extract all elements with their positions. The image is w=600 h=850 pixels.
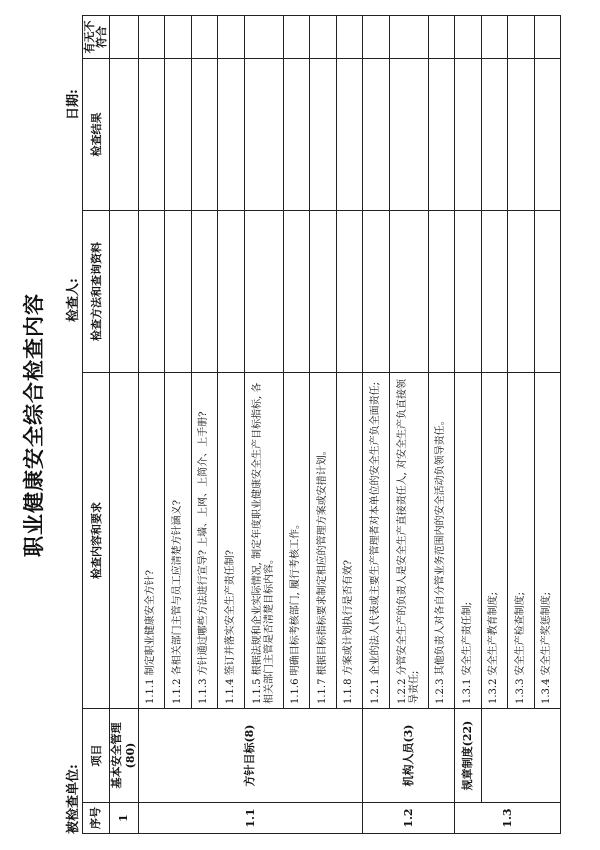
table-row xyxy=(363,16,390,834)
page-title: 职业健康安全综合检查内容 xyxy=(21,293,46,557)
result-cell[interactable] xyxy=(165,59,192,211)
row-content: 1.2.3 其他负责人对各自分管业务范围内的安全活动负领导责任。 xyxy=(428,373,455,709)
method-cell[interactable] xyxy=(191,211,218,373)
conform-cell[interactable] xyxy=(283,16,310,59)
group-seq: 1.2 xyxy=(363,803,455,834)
table-row xyxy=(138,16,165,834)
header-method: 检查方法和查询资料 xyxy=(83,211,110,373)
date-label: 日期: xyxy=(66,89,81,120)
row-seq: 1 xyxy=(109,803,138,834)
header-conform: 有无不符合 xyxy=(83,16,110,59)
method-cell[interactable] xyxy=(138,211,165,373)
row-project: 基本安全管理(80) xyxy=(109,709,138,803)
method-cell[interactable] xyxy=(218,211,245,373)
method-cell[interactable] xyxy=(534,211,561,373)
method-cell[interactable] xyxy=(389,211,428,373)
result-cell[interactable] xyxy=(336,59,363,211)
method-cell[interactable] xyxy=(363,211,390,373)
result-cell[interactable] xyxy=(191,59,218,211)
conform-cell[interactable] xyxy=(428,16,455,59)
row-content: 1.3.2 安全生产教育制度; xyxy=(481,373,508,709)
conform-cell[interactable] xyxy=(455,16,482,59)
inspector-label: 检查人: xyxy=(66,278,81,322)
row-content: 1.3.3 安全生产检查制度; xyxy=(508,373,535,709)
table-row xyxy=(455,16,482,834)
header-result: 检查结果 xyxy=(83,59,110,211)
row-content xyxy=(109,373,138,709)
result-cell[interactable] xyxy=(244,59,283,211)
result-cell[interactable] xyxy=(109,59,138,211)
conform-cell[interactable] xyxy=(109,16,138,59)
conform-cell[interactable] xyxy=(244,16,283,59)
conform-cell[interactable] xyxy=(138,16,165,59)
method-cell[interactable] xyxy=(244,211,283,373)
row-content: 1.1.8 方案或计划执行是否有效? xyxy=(336,373,363,709)
conform-cell[interactable] xyxy=(508,16,535,59)
conform-cell[interactable] xyxy=(218,16,245,59)
table-header-row xyxy=(83,16,110,834)
header-seq: 序号 xyxy=(83,803,110,834)
group-project: 规章制度(22) xyxy=(455,709,482,803)
result-cell[interactable] xyxy=(310,59,337,211)
method-cell[interactable] xyxy=(109,211,138,373)
row-content: 1.2.2 分管安全生产的负责人是安全生产直接责任人, 对安全生产负直接领导责任; xyxy=(389,373,428,709)
row-content: 1.3.1 安全生产责任制; xyxy=(455,373,482,709)
inspected-unit-label: 被检查单位: xyxy=(66,764,81,834)
result-cell[interactable] xyxy=(218,59,245,211)
row-content: 1.1.2 各相关部门主管与员工应清楚方针涵义? xyxy=(165,373,192,709)
conform-cell[interactable] xyxy=(389,16,428,59)
conform-cell[interactable] xyxy=(363,16,390,59)
row-content: 1.2.1 企业的法人代表或主要生产管理者对本单位的安全生产负全面责任; xyxy=(363,373,390,709)
result-cell[interactable] xyxy=(138,59,165,211)
row-content: 1.3.4 安全生产奖惩制度; xyxy=(534,373,561,709)
row-content: 1.1.6 明确目标考核部门, 履行考核工作。 xyxy=(283,373,310,709)
method-cell[interactable] xyxy=(481,211,508,373)
header-content: 检查内容和要求 xyxy=(83,373,110,709)
result-cell[interactable] xyxy=(283,59,310,211)
group-seq: 1.1 xyxy=(138,803,363,834)
header-project: 项目 xyxy=(83,709,110,803)
table-row xyxy=(481,16,508,834)
result-cell[interactable] xyxy=(389,59,428,211)
conform-cell[interactable] xyxy=(534,16,561,59)
table-row xyxy=(109,16,138,834)
row-content: 1.1.5 根据法规和企业实际情况, 制定年度职业健康安全生产目标指标, 各相关部门主管是否清楚目标内容。 xyxy=(244,373,283,709)
method-cell[interactable] xyxy=(508,211,535,373)
row-content: 1.1.7 根据目标指标要求制定相应的管理方案或安措计划。 xyxy=(310,373,337,709)
result-cell[interactable] xyxy=(428,59,455,211)
group-seq: 1.3 xyxy=(455,803,561,834)
row-content: 1.1.3 方针通过哪些方法进行宣导? 上墙、上网、上简介、上手册? xyxy=(191,373,218,709)
conform-cell[interactable] xyxy=(481,16,508,59)
method-cell[interactable] xyxy=(455,211,482,373)
conform-cell[interactable] xyxy=(165,16,192,59)
method-cell[interactable] xyxy=(283,211,310,373)
conform-cell[interactable] xyxy=(310,16,337,59)
result-cell[interactable] xyxy=(481,59,508,211)
method-cell[interactable] xyxy=(428,211,455,373)
method-cell[interactable] xyxy=(336,211,363,373)
group-project: 机构人员(3) xyxy=(363,709,455,803)
result-cell[interactable] xyxy=(534,59,561,211)
method-cell[interactable] xyxy=(310,211,337,373)
result-cell[interactable] xyxy=(508,59,535,211)
result-cell[interactable] xyxy=(455,59,482,211)
project-blank-cell xyxy=(481,709,561,803)
row-content: 1.1.1 制定职业健康安全方针? xyxy=(138,373,165,709)
result-cell[interactable] xyxy=(363,59,390,211)
inspection-table xyxy=(82,15,561,834)
group-project: 方针目标(8) xyxy=(138,709,363,803)
row-content: 1.1.4 签订并落实安全生产责任制? xyxy=(218,373,245,709)
method-cell[interactable] xyxy=(165,211,192,373)
conform-cell[interactable] xyxy=(336,16,363,59)
conform-cell[interactable] xyxy=(191,16,218,59)
